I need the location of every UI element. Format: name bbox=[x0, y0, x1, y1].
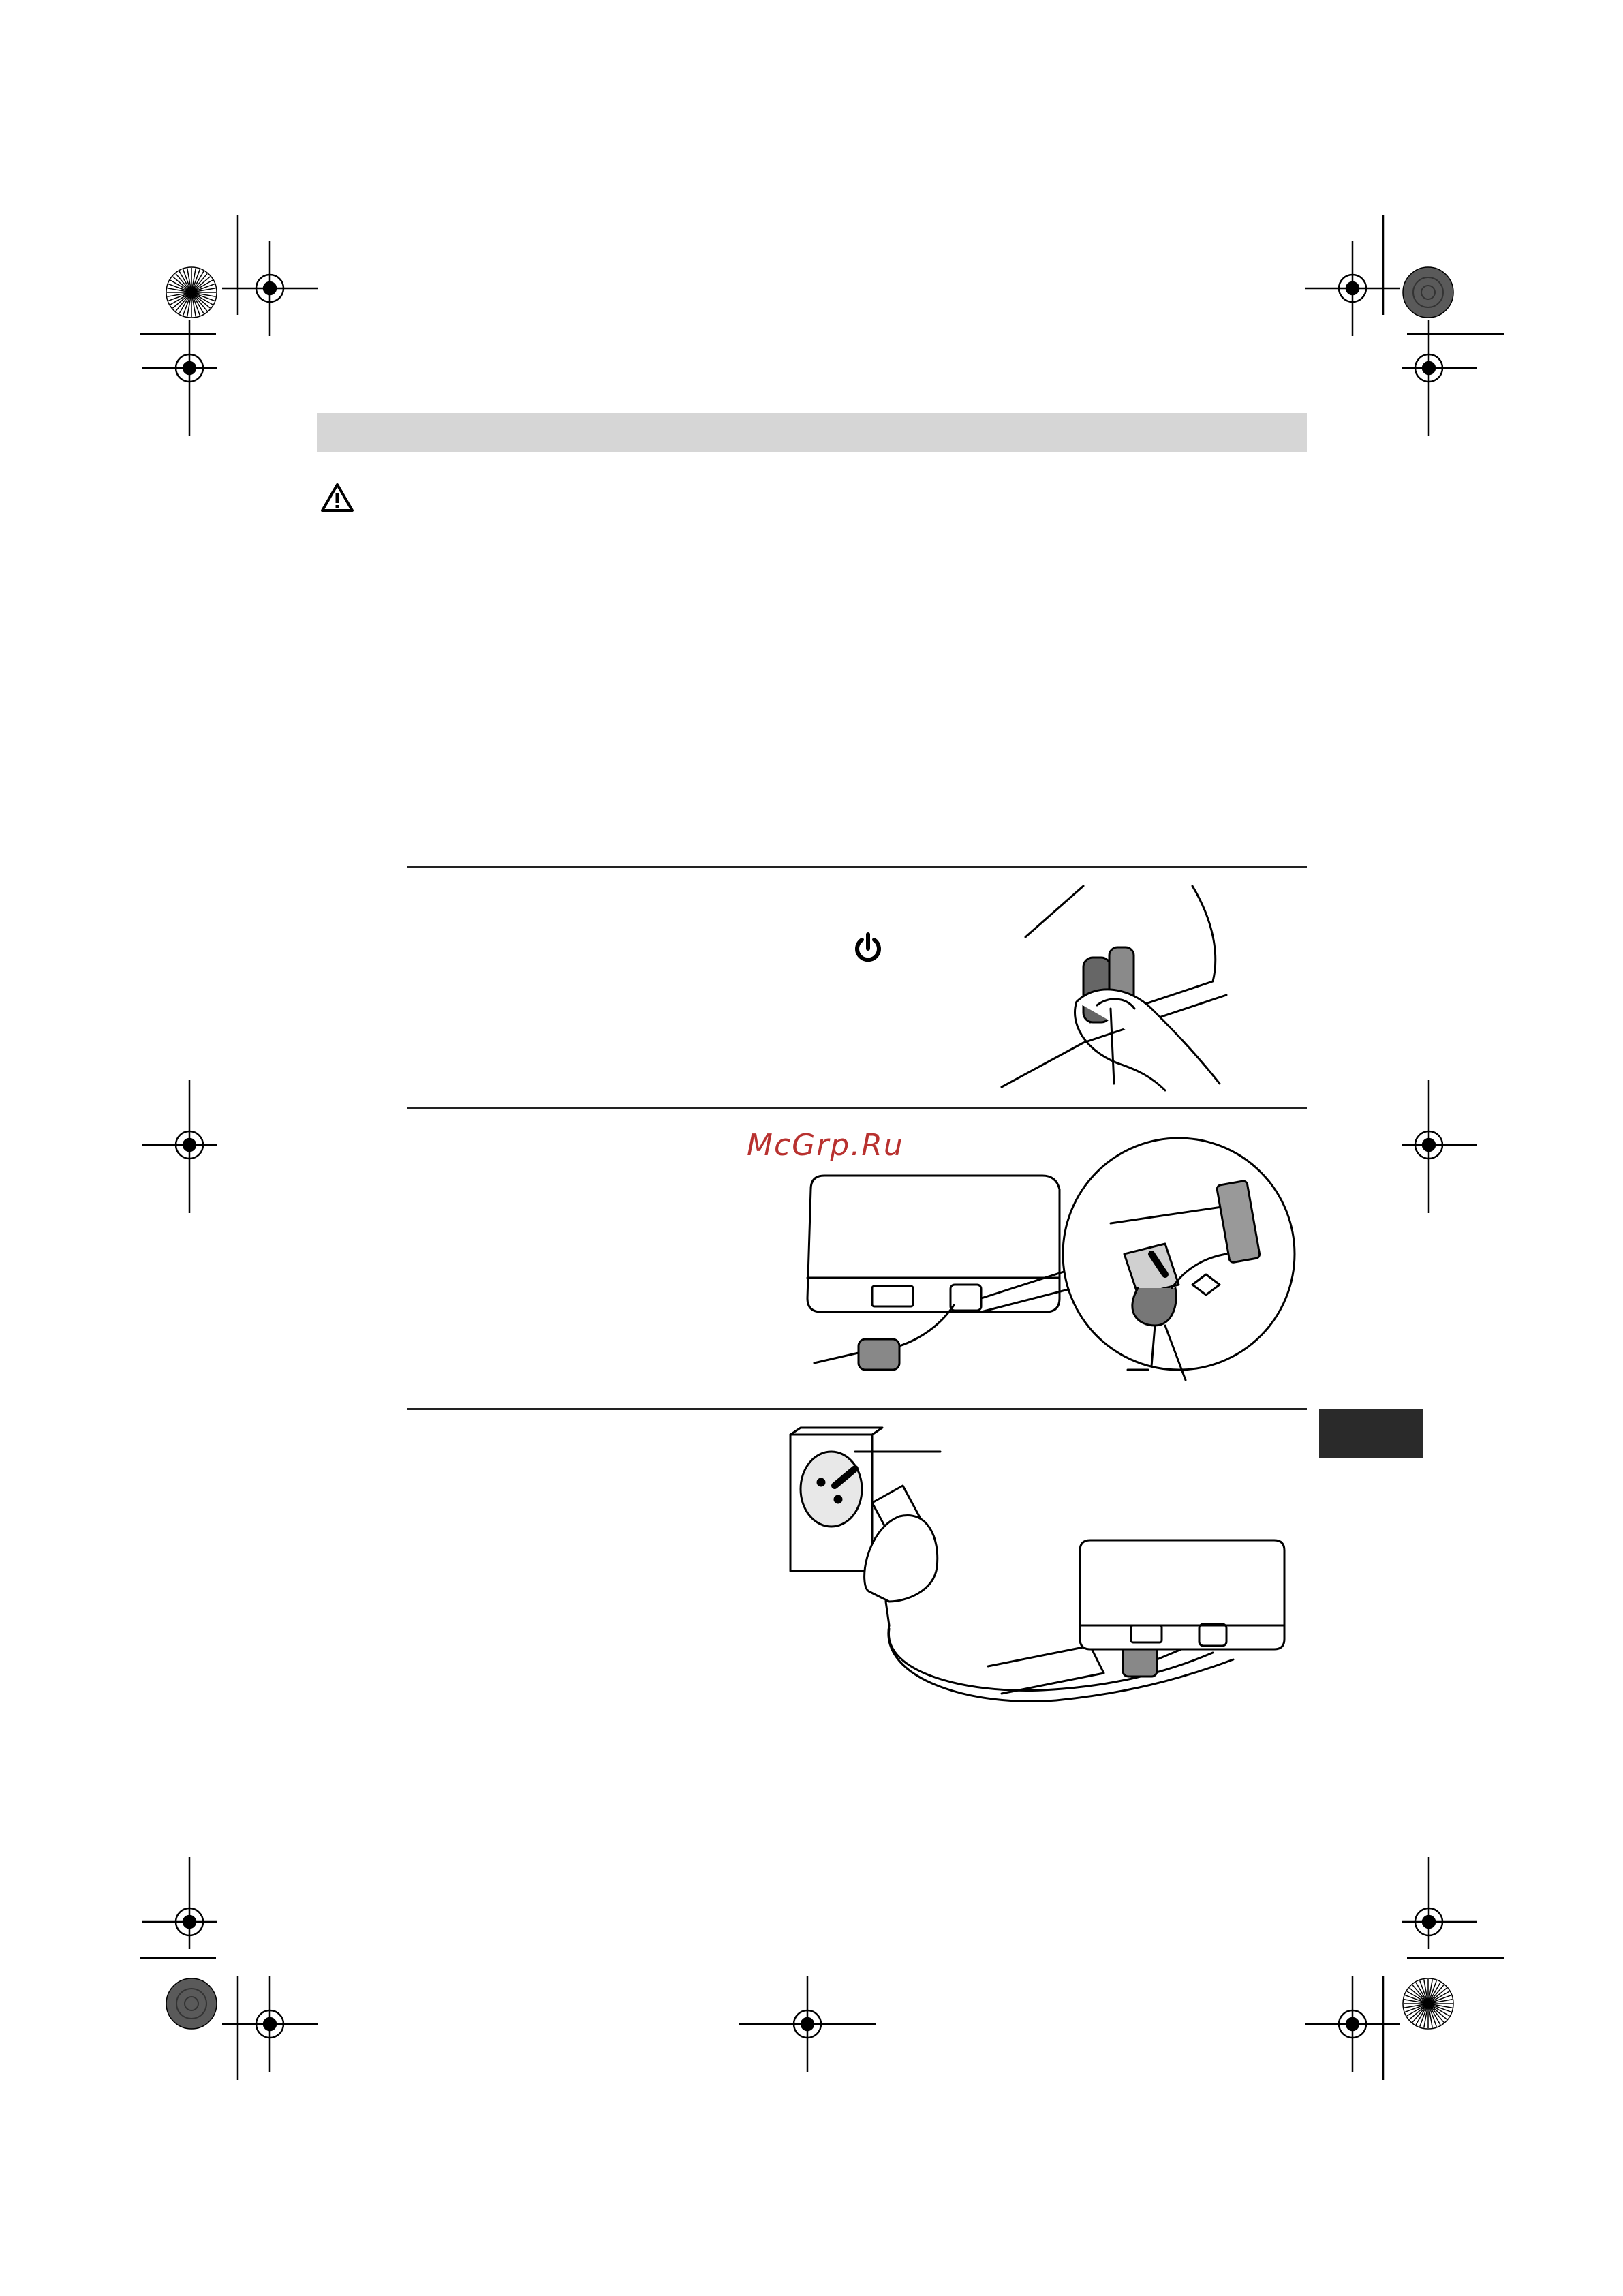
registration-target-top-left-b bbox=[142, 320, 237, 416]
registration-target-bottom-right-b bbox=[1305, 1976, 1400, 2072]
step-divider-1 bbox=[407, 866, 1307, 868]
power-button-illustration bbox=[995, 872, 1281, 1111]
gray-calibration-bottom-left bbox=[166, 1978, 217, 2030]
warning-triangle-icon bbox=[320, 483, 354, 512]
gray-calibration-top-right bbox=[1402, 266, 1454, 318]
step-divider-3 bbox=[407, 1408, 1307, 1410]
section-tab bbox=[1319, 1409, 1423, 1458]
registration-target-bottom-right-a bbox=[1381, 1857, 1477, 1993]
watermark: McGrp.Ru bbox=[747, 1128, 904, 1163]
device-cable-connection-illustration bbox=[784, 1121, 1329, 1407]
registration-target-top-right-b bbox=[1381, 320, 1477, 416]
ac-adapter-wall-socket-illustration bbox=[770, 1421, 1315, 1721]
registration-target-mid-right bbox=[1381, 1080, 1477, 1216]
registration-target-bottom-left-a bbox=[142, 1857, 237, 1993]
starburst-calibration-bottom-right bbox=[1402, 1978, 1454, 2030]
registration-target-mid-left bbox=[142, 1080, 237, 1216]
section-header-bar bbox=[317, 413, 1307, 452]
registration-target-bottom-center bbox=[739, 1976, 876, 2072]
starburst-calibration-top-left bbox=[166, 266, 217, 318]
registration-target-bottom-left-b bbox=[222, 1976, 318, 2072]
power-icon bbox=[852, 932, 884, 966]
